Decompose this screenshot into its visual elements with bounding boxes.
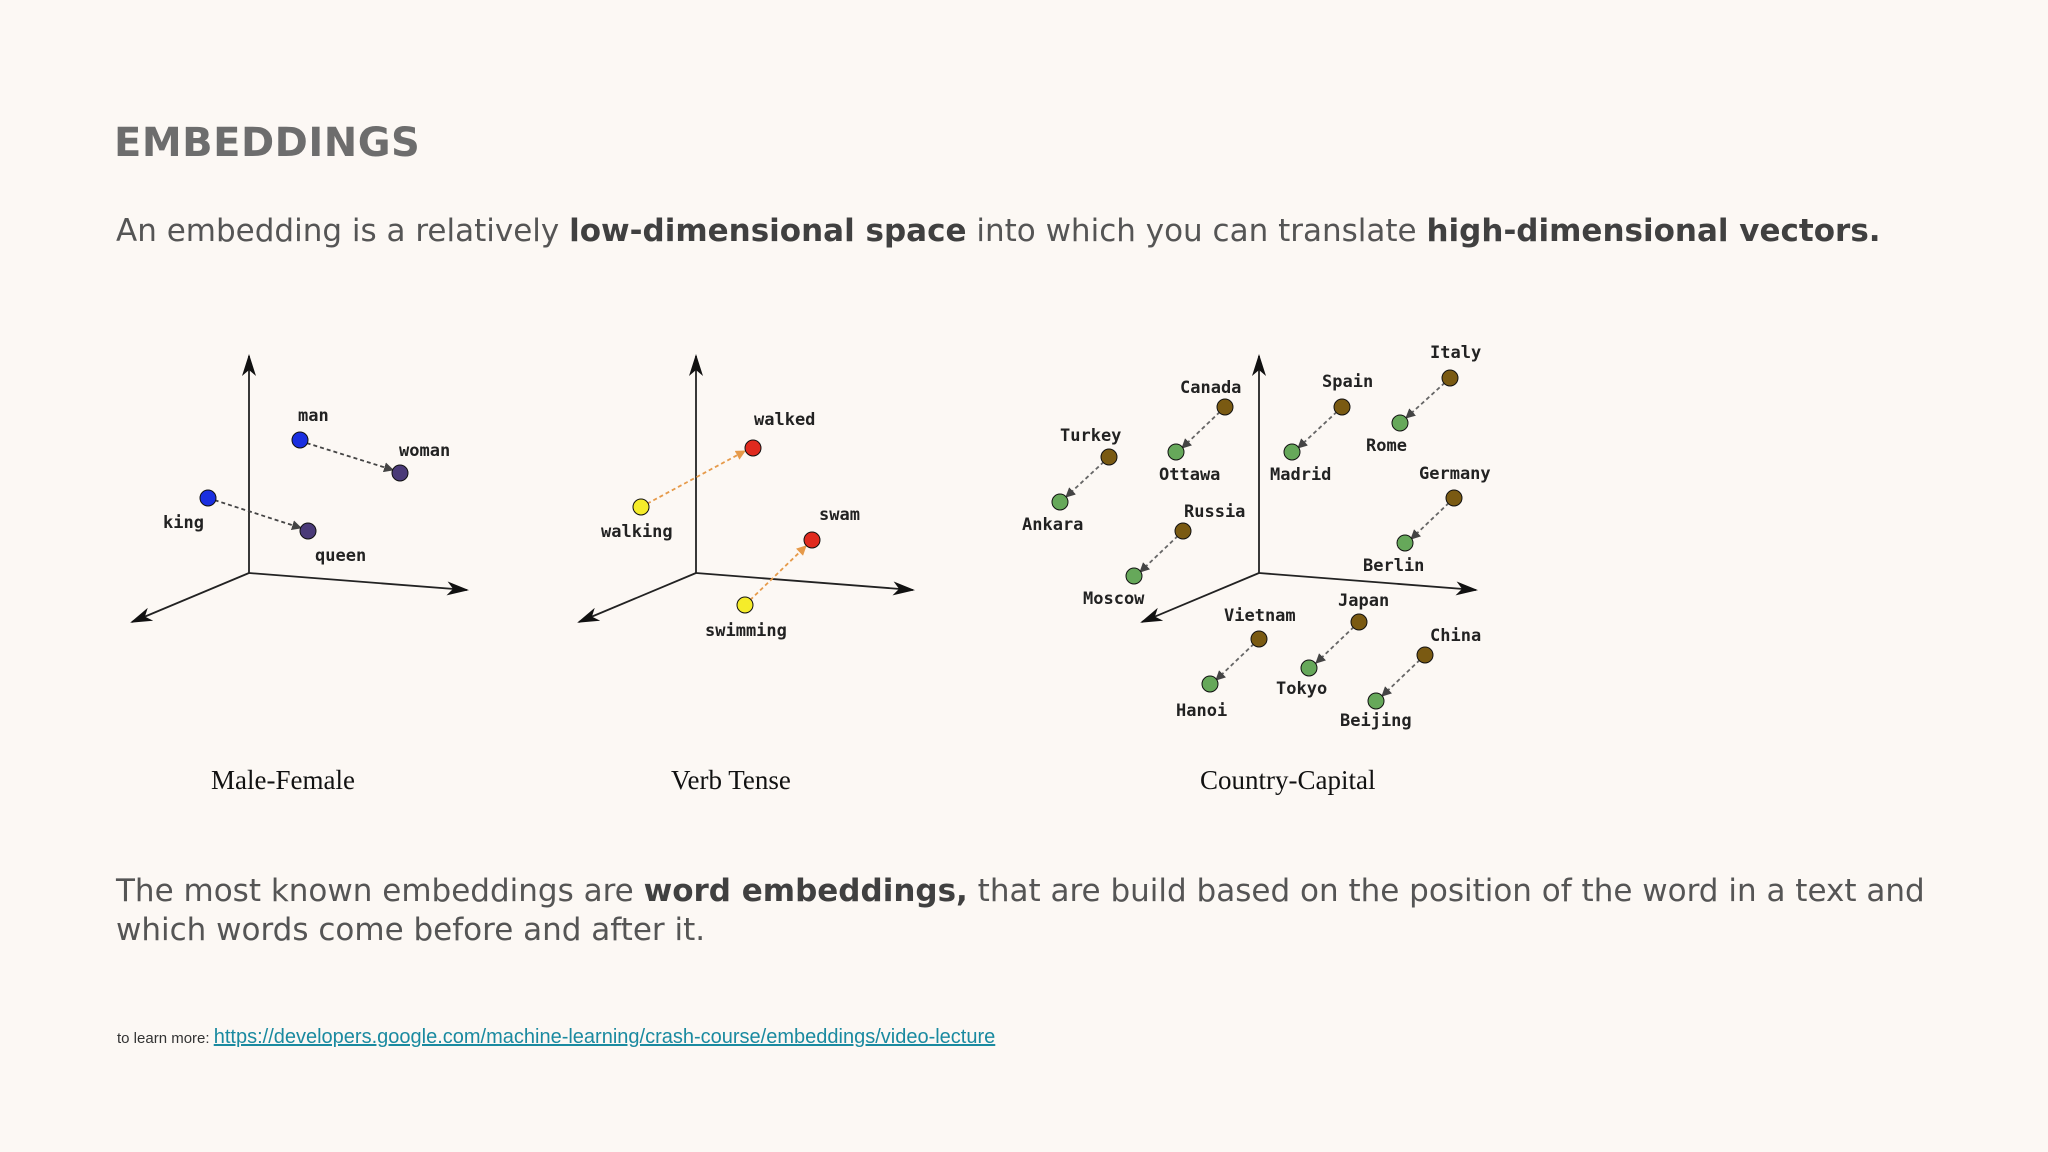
madrid-label: Madrid xyxy=(1270,465,1332,485)
verb-tense-diagram xyxy=(579,356,913,795)
swimming-swam-arrow xyxy=(745,546,806,605)
rome-label: Rome xyxy=(1366,436,1407,456)
germany-point xyxy=(1446,490,1462,506)
king-point xyxy=(200,490,216,506)
learn-more-prefix: to learn more: xyxy=(117,1030,214,1047)
japan-tokyo-arrow xyxy=(1316,622,1359,663)
outro-text-1: The most known embeddings are xyxy=(116,873,644,909)
china-point xyxy=(1417,647,1433,663)
woman-label: woman xyxy=(399,441,451,461)
man-point xyxy=(292,432,308,448)
learn-more xyxy=(117,1026,995,1049)
intro-bold-2: high-dimensional vectors. xyxy=(1426,213,1881,249)
spain-point xyxy=(1334,399,1350,415)
swam-label: swam xyxy=(819,505,860,525)
canada-label: Canada xyxy=(1180,378,1242,398)
outro-paragraph xyxy=(116,872,1936,950)
verb-tense-caption: Verb Tense xyxy=(671,765,791,795)
queen-label: queen xyxy=(315,546,367,566)
turkey-point xyxy=(1101,449,1117,465)
japan-label: Japan xyxy=(1338,591,1390,611)
china-beijing-arrow xyxy=(1382,655,1425,696)
walking-walked-arrow xyxy=(641,451,745,507)
vietnam-label: Vietnam xyxy=(1224,606,1296,626)
king-label: king xyxy=(163,513,204,533)
man-woman-arrow xyxy=(300,441,393,470)
male-female-diagram xyxy=(132,356,467,795)
country-capital-diagram xyxy=(1022,343,1491,795)
italy-label: Italy xyxy=(1430,343,1482,363)
moscow-point xyxy=(1126,568,1142,584)
spain-label: Spain xyxy=(1322,372,1374,392)
outro-text-2: that are build based on the position of the word in a text and which words come before and after it. xyxy=(116,873,1925,948)
walking-label: walking xyxy=(601,522,673,542)
canada-ottawa-arrow xyxy=(1182,407,1225,448)
hanoi-label: Hanoi xyxy=(1176,701,1228,721)
germany-label: Germany xyxy=(1419,464,1491,484)
intro-bold-1: low-dimensional space xyxy=(569,213,967,249)
spain-madrid-arrow xyxy=(1298,407,1342,448)
ottawa-label: Ottawa xyxy=(1159,465,1221,485)
male-female-axes xyxy=(132,356,467,622)
beijing-point xyxy=(1368,693,1384,709)
hanoi-point xyxy=(1202,676,1218,692)
learn-more-link[interactable]: https://developers.google.com/machine-learning/crash-course/embeddings/video-lecture xyxy=(213,1026,996,1048)
italy-point xyxy=(1442,370,1458,386)
canada-point xyxy=(1217,399,1233,415)
swimming-point xyxy=(737,597,753,613)
outro-bold: word embeddings, xyxy=(643,873,968,909)
vietnam-hanoi-arrow xyxy=(1216,639,1259,680)
japan-point xyxy=(1351,614,1367,630)
russia-moscow-arrow xyxy=(1140,531,1183,572)
madrid-point xyxy=(1284,444,1300,460)
beijing-label: Beijing xyxy=(1340,711,1412,731)
male-female-caption: Male-Female xyxy=(211,765,355,795)
ottawa-point xyxy=(1168,444,1184,460)
tokyo-label: Tokyo xyxy=(1276,679,1328,699)
woman-point xyxy=(392,465,408,481)
verb-tense-axes xyxy=(579,356,913,622)
rome-point xyxy=(1392,415,1408,431)
country-capital-caption: Country-Capital xyxy=(1200,765,1376,795)
walked-label: walked xyxy=(754,410,816,430)
swam-point xyxy=(804,532,820,548)
tokyo-point xyxy=(1301,660,1317,676)
intro-text-2: into which you can translate xyxy=(966,213,1427,249)
berlin-label: Berlin xyxy=(1363,556,1425,576)
king-queen-arrow xyxy=(208,498,301,528)
intro-text-1: An embedding is a relatively xyxy=(116,213,570,249)
man-label: man xyxy=(298,406,329,426)
turkey-label: Turkey xyxy=(1060,426,1122,446)
italy-rome-arrow xyxy=(1406,378,1450,418)
moscow-label: Moscow xyxy=(1083,589,1145,609)
turkey-ankara-arrow xyxy=(1066,457,1109,497)
walking-point xyxy=(633,499,649,515)
ankara-point xyxy=(1052,494,1068,510)
walked-point xyxy=(745,440,761,456)
germany-berlin-arrow xyxy=(1411,498,1454,539)
berlin-point xyxy=(1397,535,1413,551)
vietnam-point xyxy=(1251,631,1267,647)
russia-label: Russia xyxy=(1184,502,1246,522)
china-label: China xyxy=(1430,626,1482,646)
swimming-label: swimming xyxy=(705,621,787,641)
slide-title: EMBEDDINGS xyxy=(114,120,421,166)
russia-point xyxy=(1175,523,1191,539)
queen-point xyxy=(300,523,316,539)
ankara-label: Ankara xyxy=(1022,515,1084,535)
